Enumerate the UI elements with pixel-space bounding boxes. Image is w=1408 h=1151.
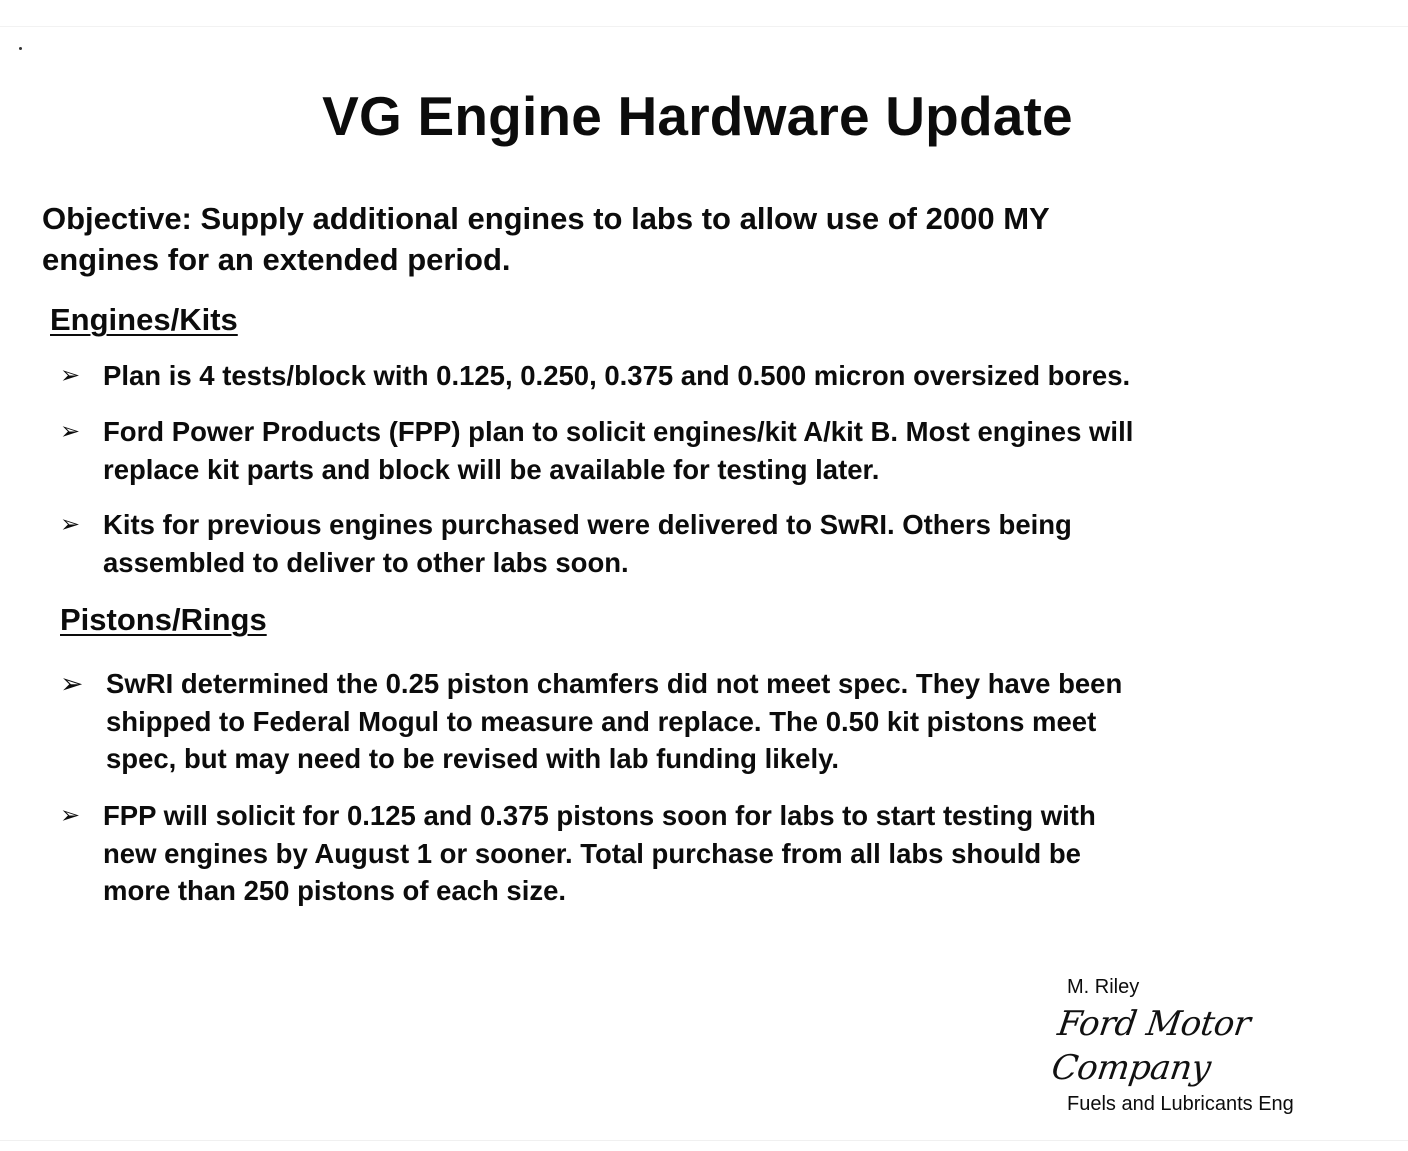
- scan-speck: [19, 47, 22, 50]
- bullet-line: spec, but may need to be revised with lab funding likely.: [106, 743, 839, 774]
- objective-statement: [42, 198, 1222, 280]
- section-heading-engines-kits: Engines/Kits: [50, 302, 238, 337]
- bullet-line: FPP will solicit for 0.125 and 0.375 pistons soon for labs to start testing with: [103, 800, 1096, 831]
- page-title: VG Engine Hardware Update: [322, 85, 1073, 147]
- bullet-line: more than 250 pistons of each size.: [103, 875, 567, 906]
- author-name: M. Riley: [1067, 976, 1140, 998]
- department-name: Fuels and Lubricants Eng: [1067, 1093, 1294, 1115]
- bullet-item: [60, 413, 1320, 488]
- bullet-item: [60, 665, 1320, 778]
- signature-block: [1049, 972, 1375, 1118]
- bullet-item: [60, 506, 1320, 581]
- bullet-text: [103, 506, 1320, 581]
- arrow-bullet-icon: ➢: [60, 362, 81, 389]
- bullet-line: assembled to deliver to other labs soon.: [103, 546, 629, 578]
- bullet-line: Kits for previous engines purchased were delivered to SwRI. Others being: [103, 509, 1072, 540]
- bullet-text: [103, 357, 1320, 395]
- bullet-line: SwRI determined the 0.25 piston chamfers did not meet spec. They have been: [106, 668, 1123, 699]
- section-heading-pistons-rings: Pistons/Rings: [60, 602, 267, 637]
- arrow-bullet-icon: ➢: [60, 802, 81, 829]
- bullet-item: [60, 357, 1320, 395]
- bullet-text: [103, 797, 1320, 910]
- arrow-bullet-icon: ➢: [60, 668, 84, 699]
- scan-edge-top: [0, 26, 1408, 27]
- arrow-bullet-icon: ➢: [60, 418, 81, 445]
- arrow-bullet-icon: ➢: [60, 511, 81, 538]
- bullet-line: Ford Power Products (FPP) plan to solicit engines/kit A/kit B. Most engines will: [103, 416, 1134, 447]
- company-logo: Ford Motor Company: [1049, 1004, 1253, 1088]
- bullet-line: new engines by August 1 or sooner. Total purchase from all labs should be: [103, 837, 1081, 869]
- bullet-line: replace kit parts and block will be available for testing later.: [103, 453, 880, 485]
- bullet-text: [106, 665, 1320, 778]
- objective-line: engines for an extended period.: [42, 242, 511, 277]
- objective-line: Objective: Supply additional engines to labs to allow use of 2000 MY: [42, 201, 1050, 236]
- bullet-item: [60, 797, 1320, 910]
- scan-edge-bottom: [0, 1140, 1408, 1141]
- bullet-line: Plan is 4 tests/block with 0.125, 0.250, 0.375 and 0.500 micron oversized bores.: [103, 360, 1131, 391]
- bullet-text: [103, 413, 1320, 488]
- bullet-line: shipped to Federal Mogul to measure and replace. The 0.50 kit pistons meet: [106, 705, 1097, 737]
